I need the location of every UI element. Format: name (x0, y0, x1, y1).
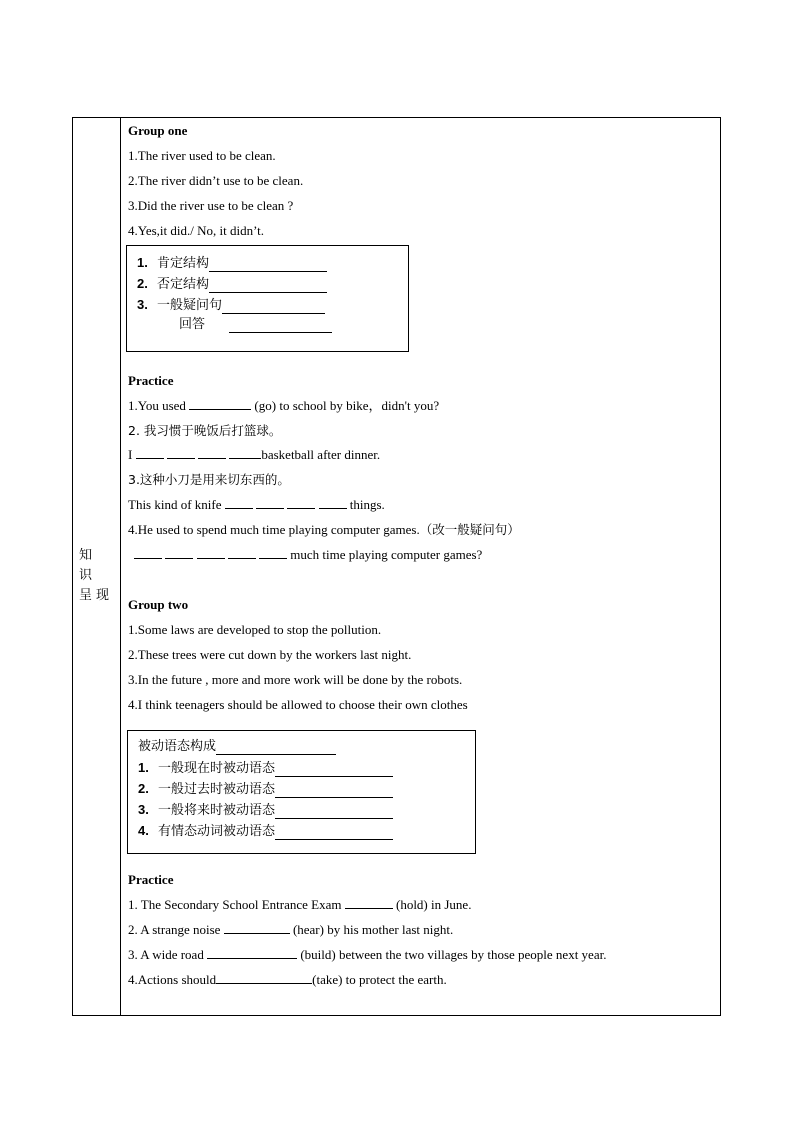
answer-blank[interactable] (256, 497, 284, 509)
practice-one-q3-chinese: 3.这种小刀是用来切东西的。 (128, 472, 290, 487)
practice-two-title: Practice (128, 872, 174, 887)
practice-one-q4-answer: much time playing computer games? (128, 547, 482, 563)
answer-line[interactable] (222, 300, 325, 314)
group-one-sentence-4: 4.Yes,it did./ No, it didn’t. (128, 223, 265, 238)
practice-one-q3: This kind of knife things. (128, 497, 385, 512)
group-one-sentence-1: 1.The river used to be clean. (128, 148, 276, 163)
practice-one-q1: 1.You used (go) to school by bike，didn't you? (128, 398, 440, 413)
practice-one-title: Practice (128, 373, 174, 388)
practice-one-q4: 4.He used to spend much time playing computer games.（改一般疑问句） (128, 522, 520, 537)
answer-blank[interactable] (198, 447, 226, 459)
group-two-sentence-1: 1.Some laws are developed to stop the pollution. (128, 622, 382, 637)
answer-blank[interactable] (229, 447, 261, 459)
answer-line[interactable] (275, 763, 393, 777)
passive-voice-box (127, 730, 476, 854)
answer-blank[interactable] (216, 972, 312, 984)
practice-two-q2: 2. A strange noise (hear) by his mother last night. (128, 922, 454, 937)
practice-two-q1: 1. The Secondary School Entrance Exam (hold) in June. (128, 897, 472, 912)
structure-item-4: 回答 (179, 317, 332, 333)
structure-item-2: 2. 否定结构 (137, 276, 327, 293)
passive-item-1: 1. 一般现在时被动语态 (138, 760, 393, 777)
passive-box-heading: 被动语态构成 (138, 739, 336, 755)
answer-line[interactable] (216, 741, 336, 755)
answer-blank[interactable] (225, 497, 253, 509)
answer-blank[interactable] (345, 897, 393, 909)
side-label-line1: 知 识 (79, 548, 97, 583)
passive-item-3: 3. 一般将来时被动语态 (138, 802, 393, 819)
group-two-sentence-4: 4.I think teenagers should be allowed to choose their own clothes (128, 697, 468, 712)
structure-item-3: 3. 一般疑问句 (137, 297, 325, 314)
group-one-title: Group one (128, 123, 188, 138)
answer-blank[interactable] (165, 547, 193, 559)
structure-item-1: 1. 肯定结构 (137, 255, 327, 272)
practice-two-q3: 3. A wide road (build) between the two villages by those people next year. (128, 947, 607, 962)
structure-box (126, 245, 409, 352)
answer-blank[interactable] (228, 547, 256, 559)
answer-blank[interactable] (189, 398, 251, 410)
answer-line[interactable] (229, 319, 332, 333)
answer-line[interactable] (275, 784, 393, 798)
passive-item-4: 4. 有情态动词被动语态 (138, 823, 393, 840)
group-one-sentence-3: 3.Did the river use to be clean ? (128, 198, 294, 213)
group-two-sentence-3: 3.In the future , more and more work will be done by the robots. (128, 672, 463, 687)
side-column (73, 118, 121, 1015)
practice-two-q4: 4.Actions should (take) to protect the earth. (128, 972, 447, 987)
answer-line[interactable] (275, 805, 393, 819)
answer-blank[interactable] (134, 547, 162, 559)
answer-blank[interactable] (287, 497, 315, 509)
side-label-line2: 呈现 (79, 588, 114, 603)
answer-blank[interactable] (136, 447, 164, 459)
answer-line[interactable] (209, 279, 327, 293)
answer-blank[interactable] (224, 922, 290, 934)
answer-blank[interactable] (207, 947, 297, 959)
answer-blank[interactable] (319, 497, 347, 509)
group-one-sentence-2: 2.The river didn’t use to be clean. (128, 173, 304, 188)
answer-line[interactable] (275, 826, 393, 840)
practice-one-q2-chinese: 2. 我习惯于晚饭后打篮球。 (128, 423, 282, 438)
practice-one-q2: I basketball after dinner. (128, 447, 381, 462)
side-label (79, 546, 119, 606)
answer-blank[interactable] (259, 547, 287, 559)
group-two-title: Group two (128, 597, 189, 612)
passive-item-2: 2. 一般过去时被动语态 (138, 781, 393, 798)
answer-blank[interactable] (197, 547, 225, 559)
answer-blank[interactable] (167, 447, 195, 459)
worksheet-table (72, 117, 721, 1016)
group-two-sentence-2: 2.These trees were cut down by the workers last night. (128, 647, 412, 662)
answer-line[interactable] (209, 258, 327, 272)
